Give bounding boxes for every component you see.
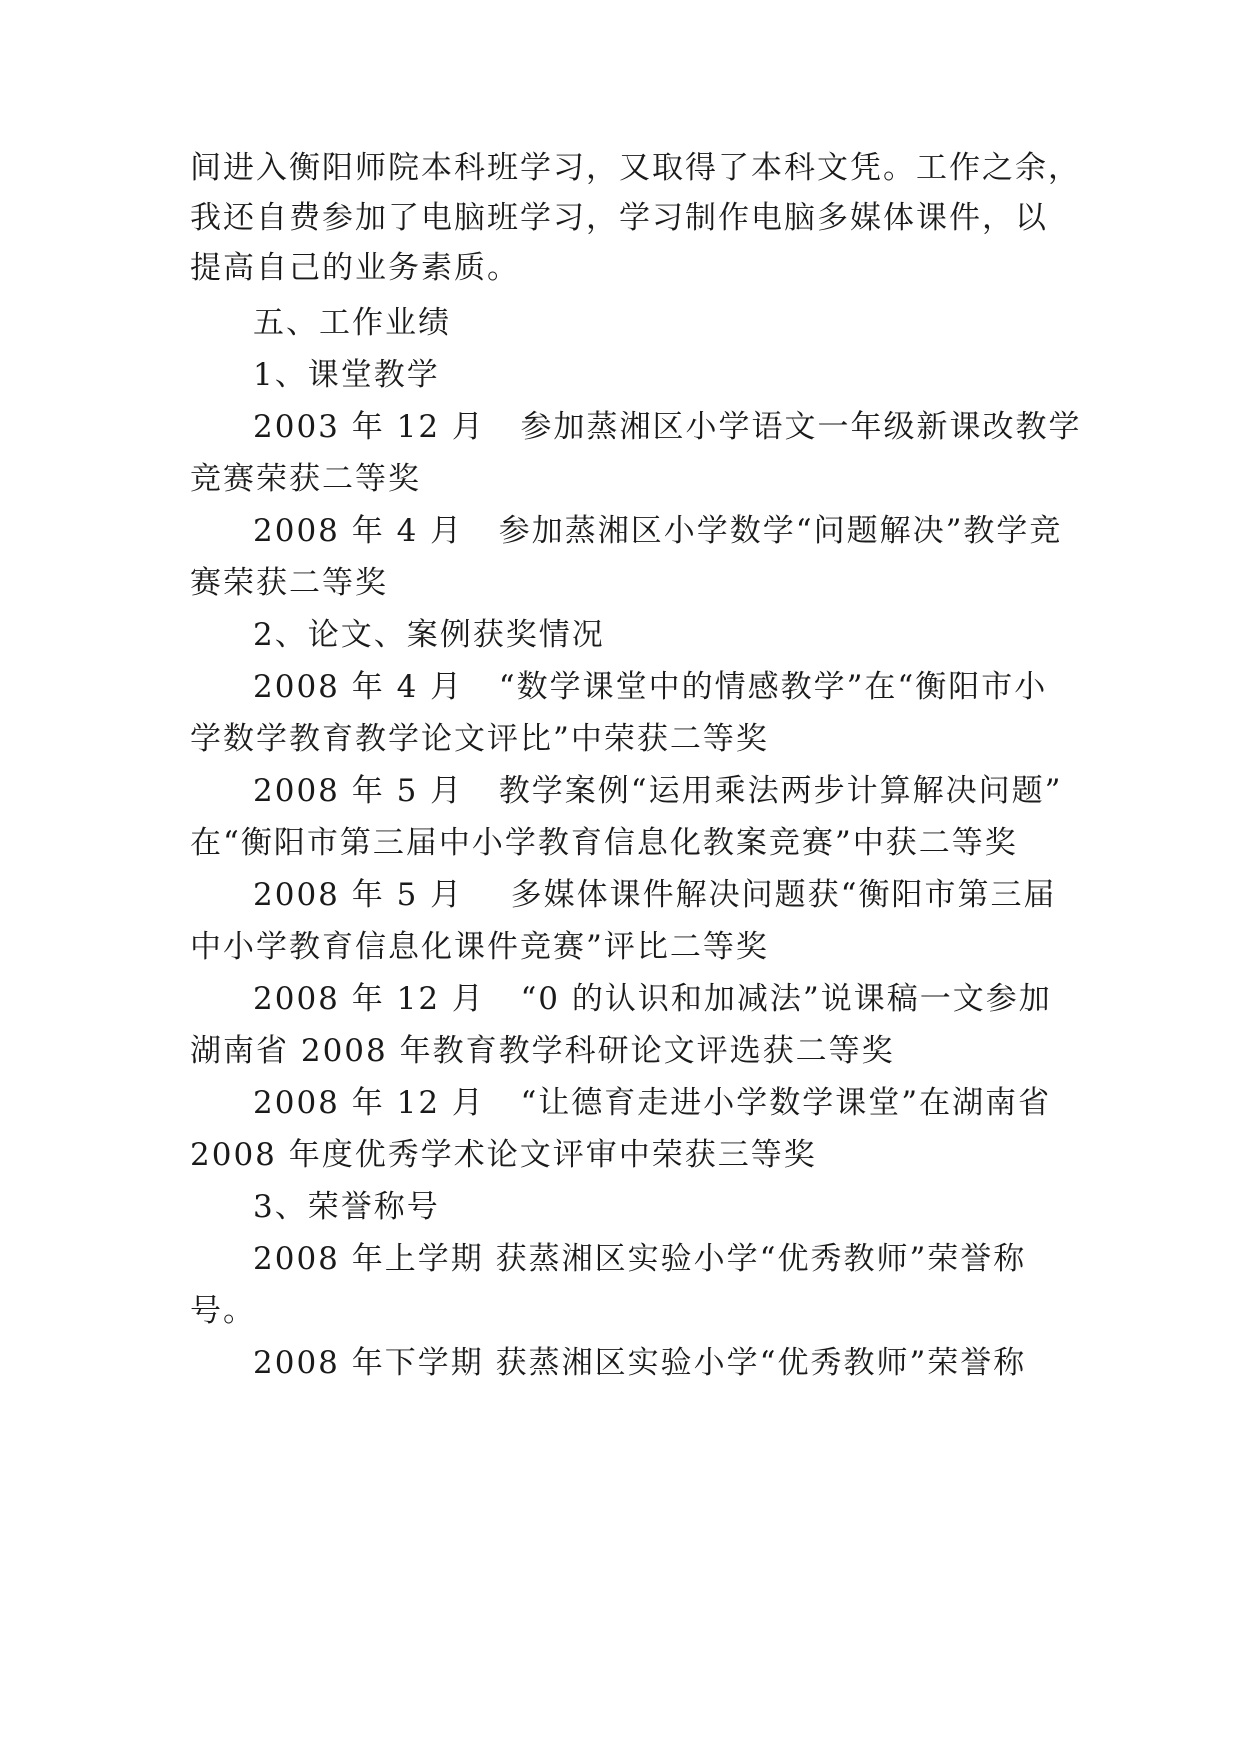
paragraph-line: 2008 年 12 月 “0 的认识和加减法”说课稿一文参加 — [253, 981, 1052, 1017]
subsection-heading: 3、荣誉称号 — [253, 1189, 440, 1225]
subsection-heading: 1、课堂教学 — [253, 357, 440, 393]
subsection-heading: 2、论文、案例获奖情况 — [253, 617, 605, 653]
section-heading: 五、工作业绩 — [253, 305, 451, 341]
paragraph-line: 在“衡阳市第三届中小学教育信息化教案竞赛”中获二等奖 — [190, 825, 1018, 861]
paragraph-line: 号。 — [190, 1293, 256, 1329]
paragraph-line: 2003 年 12 月 参加蒸湘区小学语文一年级新课改教学 — [253, 409, 1082, 445]
paragraph-line: 提高自己的业务素质。 — [190, 250, 520, 286]
paragraph-line: 学数学教育教学论文评比”中荣获二等奖 — [190, 721, 769, 757]
paragraph-line: 湖南省 2008 年教育教学科研论文评选获二等奖 — [190, 1033, 895, 1069]
paragraph-line: 2008 年 4 月 “数学课堂中的情感教学”在“衡阳市小 — [253, 669, 1048, 705]
paragraph-line: 赛荣获二等奖 — [190, 565, 388, 601]
paragraph-line: 中小学教育信息化课件竞赛”评比二等奖 — [190, 929, 769, 965]
paragraph-line: 2008 年下学期 获蒸湘区实验小学“优秀教师”荣誉称 — [253, 1345, 1027, 1381]
paragraph-line: 间进入衡阳师院本科班学习，又取得了本科文凭。工作之余， — [190, 150, 1081, 186]
paragraph-line: 竞赛荣获二等奖 — [190, 461, 421, 497]
paragraph-line: 2008 年 12 月 “让德育走进小学数学课堂”在湖南省 — [253, 1085, 1052, 1121]
paragraph-line: 2008 年上学期 获蒸湘区实验小学“优秀教师”荣誉称 — [253, 1241, 1027, 1277]
paragraph-line: 2008 年 4 月 参加蒸湘区小学数学“问题解决”教学竞 — [253, 513, 1063, 549]
paragraph-line: 2008 年度优秀学术论文评审中荣获三等奖 — [190, 1137, 817, 1173]
paragraph-line: 我还自费参加了电脑班学习，学习制作电脑多媒体课件，以 — [190, 200, 1048, 236]
paragraph-line: 2008 年 5 月 多媒体课件解决问题获“衡阳市第三届 — [253, 877, 1057, 913]
paragraph-line: 2008 年 5 月 教学案例“运用乘法两步计算解决问题” — [253, 773, 1063, 809]
